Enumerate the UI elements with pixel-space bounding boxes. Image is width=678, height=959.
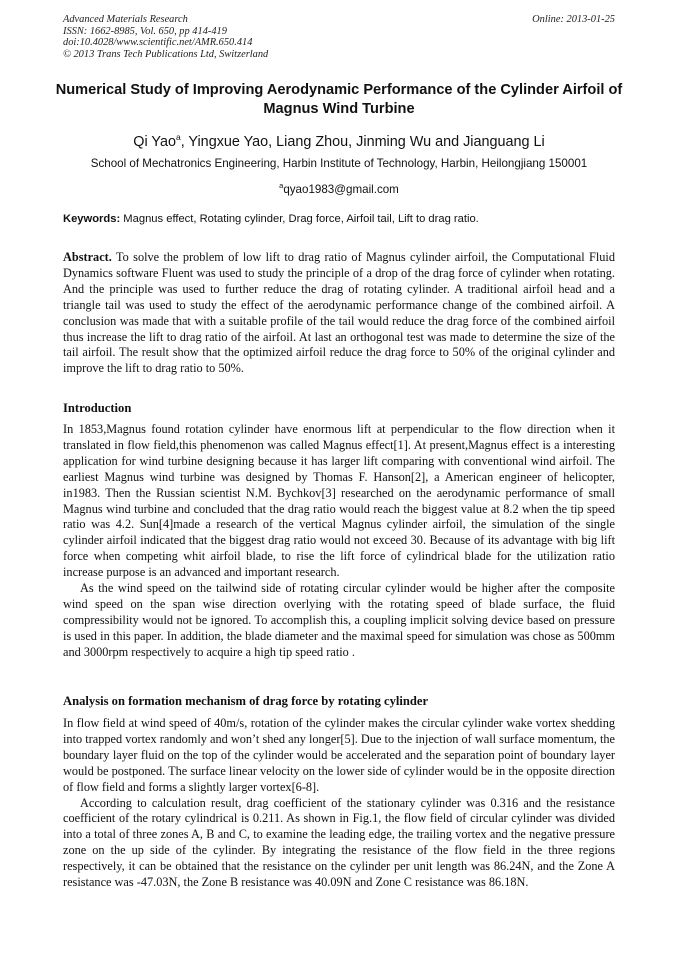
analysis-paragraph-2: According to calculation result, drag coefficient of the stationary cylinder was 0.316 and the resistance coefficient of the rotary cylindrical is 0.211. As shown in Fig.1, the flow field of circular cylinder was divided into a total of three zones A, B and C, to examine the leading edge, the trailing vortex and the negative pressure zone on the up side of the cylinder. By integrating the resistance of the flow field in the three regions respectively, it can be obtained that the resistance on the cylinder per unit length was 86.24N, and the Zone A resistance was -47.03N, the Zone B resistance was 40.09N and Zone C resistance was 86.18N. <box>63 795 615 890</box>
paper-title: Numerical Study of Improving Aerodynamic Performance of the Cylinder Airfoil of Magnus Wind Turbine <box>55 82 623 117</box>
author-affil-mark: a <box>175 132 181 142</box>
journal-name: Advanced Materials Research <box>63 14 188 25</box>
email-address[interactable]: qyao1983@gmail.com <box>283 183 399 196</box>
doi-line[interactable]: doi:10.4028/www.scientific.net/AMR.650.414 <box>63 37 253 49</box>
analysis-body <box>63 716 615 891</box>
introduction-paragraph-1: In 1853,Magnus found rotation cylinder have enormous lift at perpendicular to the flow direction when it translated in flow field,this phenomenon was called Magnus effect[1]. At present,Magnus effect is a interesting application for wind turbine designing because it has larger lift comparing with conventional wind airfoil. The earliest Magnus wind turbine was designed by Thomas F. Hanson[2], a American engineer of helicopter, in1983. Then the Russian scientist N.M. Bychkov[3] researched on the aerodynamic performance of small Magnus wind turbine and concluded that the drag ratio would reach the biggest value at 8.2 when the tip speed ratio was 4.2. Sun[4]made a research of the vertical Magnus cylinder airfoil, the simulation of the single cylinder airfoil indicated that the biggest drag ratio would not exceed 30. Because of its advantage with big lift force when competing whit airfoil blade, to rise the lift force of cylindrical blade for the utilization ratio increase purpose is an advanced and important research. <box>63 422 615 580</box>
abstract <box>63 250 615 377</box>
keywords-label: Keywords: <box>63 213 121 225</box>
abstract-label: Abstract. <box>63 250 112 264</box>
online-date: Online: 2013-01-25 <box>532 14 615 25</box>
email-affil-mark: a <box>279 181 284 190</box>
section-heading-introduction: Introduction <box>63 401 132 415</box>
email-line <box>0 178 678 197</box>
abstract-text: To solve the problem of low lift to drag ratio of Magnus cylinder airfoil, the Computational Fluid Dynamics software Fluent was used to study the principle of a drop of the drag force of cylinder when rotating. And the principle was used to further reduce the drag of rotating cylinder. A traditional airfoil head and a triangle tail was used to study the effect of the aerodynamic performance change of the combined airfoil. A conclusion was made that with a suitable profile of the tail would reduce the drag force of the combined airfoil thus increase the lift to drag ratio of the airfoil. At last an orthogonal test was made to determine the size of the tail airfoil. The result show that the optimized airfoil reduce the drag force to 50% of the original cylinder and improve the lift to drag ratio to 50%. <box>63 250 615 376</box>
affiliation: School of Mechatronics Engineering, Harbin Institute of Technology, Harbin, Heilongjiang 150001 <box>90 157 588 170</box>
first-author: Qi Yao <box>133 134 176 150</box>
author-list <box>0 128 678 151</box>
analysis-paragraph-1: In flow field at wind speed of 40m/s, rotation of the cylinder makes the circular cylinder wake vortex shedding into trapped vortex randomly and won’t shed any longer[5]. Due to the injection of wall surface momentum, the boundary layer fluid on the top of the cylinder would be accelerated and the separation point of boundary layer would be postponed. The surface linear velocity on the lower side of cylinder would be in the opposite direction of flow field and forms a slightly larger vortex[6-8]. <box>63 716 615 794</box>
issn-line: ISSN: 1662-8985, Vol. 650, pp 414-419 <box>63 25 227 37</box>
other-authors: , Yingxue Yao, Liang Zhou, Jinming Wu and Jianguang Li <box>180 134 545 150</box>
section-heading-analysis: Analysis on formation mechanism of drag force by rotating cylinder <box>63 694 429 708</box>
keywords <box>63 212 623 227</box>
copyright-line: © 2013 Trans Tech Publications Ltd, Switzerland <box>63 48 269 60</box>
keywords-text: Magnus effect, Rotating cylinder, Drag force, Airfoil tail, Lift to drag ratio. <box>120 213 479 225</box>
introduction-body <box>63 422 615 661</box>
introduction-paragraph-2: As the wind speed on the tailwind side of rotating circular cylinder would be higher after the composite wind speed on the span wise direction overlying with the rotating speed of blade surface, the fluid compressibility would not be ignored. To accomplish this, a coupling implicit solving device based on pressure is used in this paper. In addition, the blade diameter and the maximal speed for simulation was chose as 500mm and 3000rpm respectively to acquire a high tip speed ratio . <box>63 581 615 659</box>
journal-header <box>63 14 615 60</box>
